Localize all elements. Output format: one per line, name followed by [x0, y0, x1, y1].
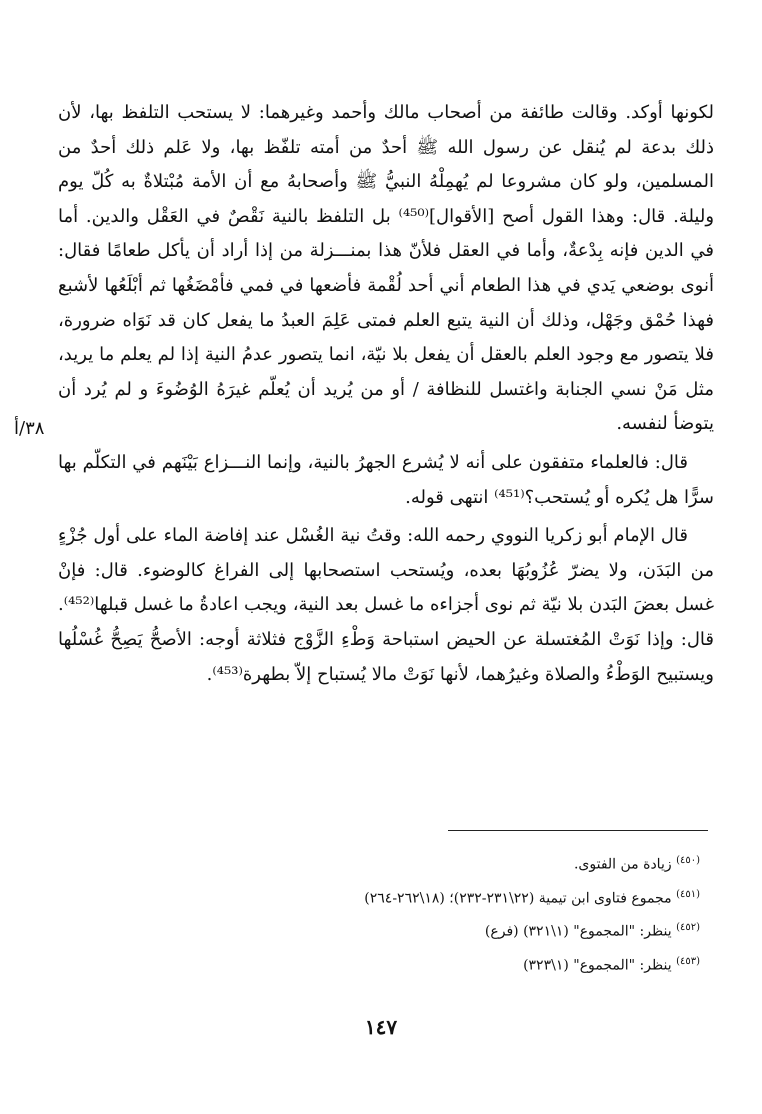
footnote-separator	[448, 830, 708, 831]
footnote-text: ينظر: "المجموع" (١\٣٢٣)	[523, 957, 672, 974]
footnotes	[220, 846, 700, 981]
footnote-number: (٤٥٣)	[676, 955, 700, 967]
footnote	[220, 846, 700, 880]
footnote	[220, 947, 700, 981]
paragraph-2: قال: فالعلماء متفقون على أنه لا يُشرع الجهرُ بالنية، وإنما النـــزاع بَيْنَهم في التكلّم بها سرًّا هل يُكره أو يُستحب؟⁽⁴⁵¹⁾ انتهى قوله.	[58, 451, 714, 508]
footnote-text: مجموع فتاوى ابن تيمية (٢٢\٢٣١-٢٣٢)؛ (١٨\٢٦٢-٢٦٤)	[364, 890, 672, 907]
paragraph-1: لكونها أوكد. وقالت طائفة من أصحاب مالك وأحمد وغيرهما: لا يستحب التلفظ بها، لأن ذلك بدعة لم يُنقل عن رسول الله ﷺ أحدٌ من أمته تلفّظ بها، ولا عَلم ذلك أحدٌ من المسلمين، ولو كان مشروعا لم يُهمِلْهُ النبيُّ ﷺ وأصحابهُ مع أن الأمة مُبْتلاةٌ به كُلّ يوم وليلة. قال: وهذا القول أصح [الأقوال]⁽⁴⁵⁰⁾ بل التلفظ بالنية نَقْصٌ في العَقْل والدين. أما في الدين فإنه بِدْعةٌ، وأما في العقل فلأنّ هذا بمنـــزلة من إذا أراد أن يأكل طعامًا فقال: أنوى بوضعي يَدي في هذا الطعام أني أحد لُقْمة فأضعها في فمي فأمْضَغُها ثم أبْلَعُها لأشبع فهذا حُمْق وجَهْل، وذلك أن النية يتبع العلم فمتى عَلِمَ العبدُ ما يفعل كان قد نَوَاه ضرورة، فلا يتصور مع وجود العلم بالعقل أن يفعل بلا نيّة، انما يتصور عدمُ النية إذا لم يعلم ما يريد، مثل مَنْ نسي الجنابة واغتسل للنظافة / أو من يُريد أن يُعلّم غيرَهُ الوُضُوءَ و لم يُرد أن يتوضأ لنفسه.	[58, 102, 715, 435]
manuscript-folio-note: ٣٨/أ	[14, 418, 45, 439]
main-text	[58, 96, 714, 692]
footnote-number: (٤٥٠)	[676, 855, 700, 866]
footnote-number: (٤٥١)	[676, 888, 700, 900]
footnote	[220, 880, 700, 914]
footnote	[220, 913, 700, 947]
footnote-text: ينظر: "المجموع" (١\٣٢١) (فرع)	[484, 923, 672, 940]
footnote-number: (٤٥٢)	[676, 922, 700, 934]
paragraph-3: قال الإمام أبو زكريا النووي رحمه الله: وقتُ نية الغُسْل عند إفاضة الماء على أول جُزْءٍ من البَدَن، ولا يضرّ عُزُوبُهَا بعده، ويُستحب استصحابها إلى الفراغ كالوضوء. قال: فإنْ غسل بعضَ البَدن بلا نيّة ثم نوى أجزاءه ما غسل بعد النية، ويجب اعادةُ ما غسل قبلها⁽⁴⁵²⁾. قال: وإذا نَوَتْ المُغتسلة عن الحيض استباحة وَطْءِ الزَّوْج فثلاثة أوجه: الأصحُّ يَصِحُّ غُسْلُها ويستبيح الوَطْءُ والصلاة وغيرُهما، لأنها نَوَتْ مالا يُستباح إلاّ بطهرة⁽⁴⁵³⁾.	[58, 525, 714, 685]
footnote-text: زيادة من الفتوى.	[573, 856, 672, 873]
page-number: ١٤٧	[364, 1015, 398, 1039]
